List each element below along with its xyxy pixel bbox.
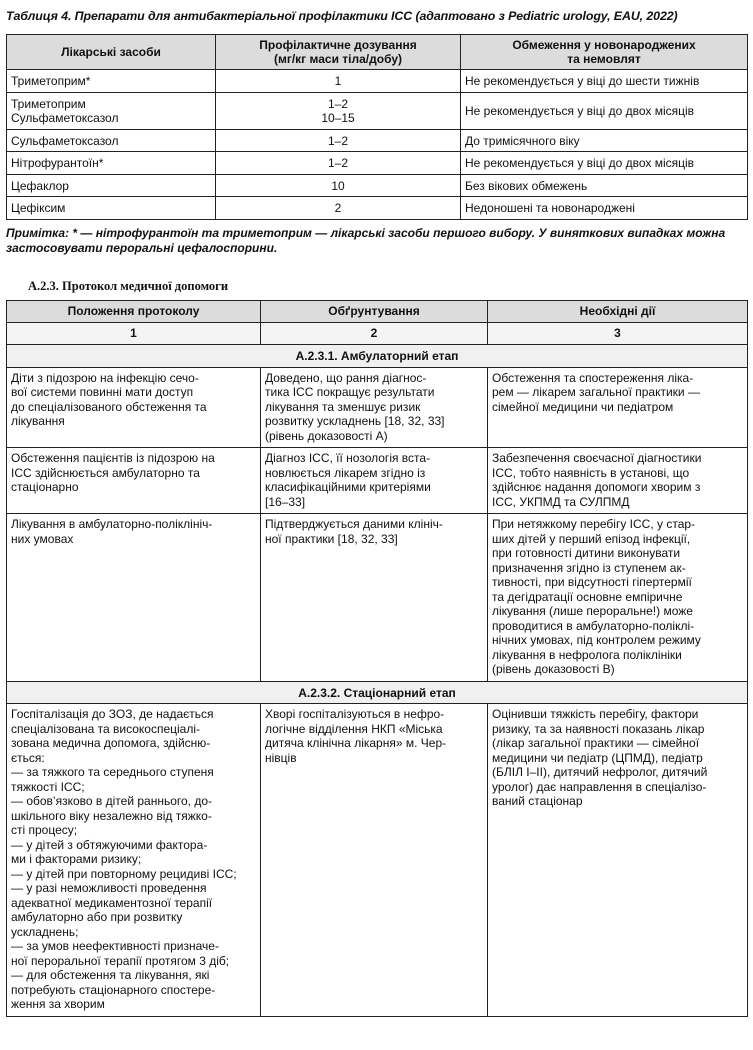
cell-line: тяжкості ІСС;	[11, 779, 85, 794]
cell-line: сімейної медицини чи педіатром	[492, 399, 674, 414]
cell-line: Триметоприм	[11, 96, 86, 111]
dose-cell	[216, 129, 461, 152]
cell-line: Не рекомендується у віці до двох місяців	[465, 103, 695, 118]
cell-line: (рівень доказовості А)	[265, 428, 388, 443]
cell-line: проводитися в амбулаторно-полiклi-	[492, 618, 695, 633]
protocol-header-actions: Необхідні дії	[488, 301, 748, 323]
cell-line: них умовах	[11, 531, 74, 546]
table-row	[7, 197, 748, 220]
cell-line: Лікування в амбулаторно-поліклініч-	[11, 517, 213, 531]
cell-line: медицини чи педіатр (ЦПМД), педіатр	[492, 750, 703, 765]
cell-line: вої системи повинні мати доступ	[11, 385, 194, 399]
drug-cell	[7, 152, 216, 175]
limit-cell	[461, 70, 748, 93]
cell-line: Лікарські засоби	[61, 45, 161, 59]
cell-line: стаціонарно	[11, 480, 79, 494]
stage-title-outpatient: А.2.3.1. Амбулаторний етап	[7, 345, 748, 368]
table-row	[7, 174, 748, 197]
cell-line: ІСС, тобто наявність в установі, що	[492, 465, 690, 480]
limit-cell	[461, 174, 748, 197]
dose-cell	[216, 197, 461, 220]
dose-cell	[216, 70, 461, 93]
drug-cell	[7, 92, 216, 129]
cell-line: Діагноз ІСС, її нозологія вста-	[265, 451, 431, 465]
cell-line: Не рекомендується у віці до шести тижнів	[465, 74, 700, 88]
cell-line: Триметоприм*	[11, 74, 91, 88]
cell-line: зована медична допомога, здійсню-	[11, 736, 211, 750]
cell-line: ється:	[11, 750, 45, 765]
cell-line: (мг/кг маси тіла/добу)	[273, 52, 403, 66]
cell-line: 10	[331, 178, 345, 193]
cell-line: уролог) дає направлення в спеціалізо-	[492, 779, 707, 794]
cell-line: логічне відділення НКП «Міська	[265, 721, 443, 736]
cell-line: Сульфаметоксазол	[11, 111, 119, 125]
protocol-header-row	[7, 301, 748, 323]
column-number: 3	[488, 323, 748, 345]
cell-line: призначення згідно із ступенем ак-	[492, 560, 686, 575]
cell-line: розвитку ускладнень [18, 32, 33]	[265, 414, 445, 428]
cell-line: Нітрофурантоїн*	[11, 156, 104, 170]
limit-cell	[461, 129, 748, 152]
table-row	[7, 152, 748, 175]
actions-cell	[488, 367, 748, 448]
cell-line: новлюється лікарем згідно із	[265, 465, 426, 480]
rationale-cell	[261, 704, 488, 1017]
limit-cell	[461, 152, 748, 175]
cell-line: нічних умовах, під контролем режиму	[492, 633, 701, 647]
dose-cell	[216, 152, 461, 175]
section-title: А.2.3. Протокол медичної допомоги	[28, 279, 229, 293]
cell-line: Цефаклор	[11, 178, 69, 193]
cell-line: Не рекомендується у віці до двох місяців	[465, 156, 695, 170]
actions-cell	[488, 514, 748, 682]
table4-header-dose	[216, 35, 461, 70]
cell-line: — обов’язково в дітей раннього, до-	[11, 794, 213, 808]
cell-line: Обстеження пацієнтів із підозрою на	[11, 451, 215, 465]
cell-line: лікування	[11, 414, 65, 428]
column-number: 1	[7, 323, 261, 345]
cell-line: спеціалізована та високоспеціалі-	[11, 721, 201, 736]
cell-line: ших дітей у перший епізод інфекції,	[492, 531, 691, 546]
cell-line: 1	[334, 74, 342, 88]
cell-line: ризику, та за наявності показань лікар	[492, 721, 705, 736]
cell-line: ІСС, УКПМД та СУЛПМД	[492, 494, 630, 509]
cell-line: дитяча клінічна лікарня» м. Чер-	[265, 736, 447, 750]
limit-cell	[461, 197, 748, 220]
actions-cell	[488, 704, 748, 1017]
cell-line: та дегідратації основне емпіричне	[492, 589, 683, 604]
cell-line: тивності, при відсутності гіпертермії	[492, 575, 692, 589]
drug-cell	[7, 129, 216, 152]
cell-line: ження за хворим	[11, 997, 105, 1011]
cell-line: лікування в нефролога поліклініки	[492, 647, 682, 662]
provision-cell	[7, 367, 261, 448]
cell-line: 1–2	[327, 133, 349, 148]
cell-line: ної практики [18, 32, 33]	[265, 531, 398, 546]
dose-cell	[216, 174, 461, 197]
cell-line: ми і факторами ризику;	[11, 852, 142, 866]
table4-caption: Таблиця 4. Препарати для антибактеріальної профілактики ІСС (адаптовано з Pediatric urology, EAU, 2022)	[6, 9, 678, 23]
provision-cell	[7, 704, 261, 1017]
cell-line: Підтверджується даними клініч-	[265, 517, 443, 531]
cell-line: До тримісячного віку	[465, 133, 580, 148]
cell-line: — за умов неефективності призначе-	[11, 939, 219, 953]
cell-line: тика ІСС покращує результати	[265, 385, 435, 399]
table4	[6, 34, 748, 220]
cell-line: лікування (лише пероральне!) може	[492, 604, 693, 618]
cell-line: Без вікових обмежень	[465, 178, 588, 193]
drug-cell	[7, 70, 216, 93]
provision-cell	[7, 514, 261, 682]
cell-line: Діти з підозрою на інфекцію сечо-	[11, 370, 199, 385]
cell-line: — у дітей з обтяжуючими фактора-	[11, 837, 208, 852]
cell-line: [16–33]	[265, 494, 306, 509]
protocol-header-rationale: Обґрунтування	[261, 301, 488, 323]
cell-line: Забезпечення своєчасної діагностики	[492, 451, 702, 465]
drug-cell	[7, 197, 216, 220]
table4-header-row	[7, 35, 748, 70]
cell-line: та немовлят	[567, 52, 641, 66]
cell-line: ІСС здійснюється амбулаторно та	[11, 465, 200, 480]
stage-row	[7, 345, 748, 368]
column-number: 2	[261, 323, 488, 345]
cell-line: до спеціалізованого обстеження та	[11, 399, 207, 414]
cell-line: Оцінивши тяжкість перебігу, фактори	[492, 707, 699, 721]
cell-line: Цефіксим	[11, 201, 66, 215]
stage-row	[7, 681, 748, 704]
cell-line: лікування та зменшує ризик	[265, 399, 421, 414]
table4-note: Примітка: * — нітрофурантоїн та триметоприм — лікарські засоби першого вибору. У виняткових випадках можна застосовувати пероральні цефалоспорини.	[6, 226, 726, 255]
table4-header-limit	[461, 35, 748, 70]
cell-line: ускладнень;	[11, 924, 79, 939]
cell-line: Госпіталізація до ЗОЗ, де надається	[11, 707, 214, 721]
cell-line: — у дітей при повторному рецидиві ІСС;	[11, 866, 237, 881]
stage-title-inpatient: А.2.3.2. Стаціонарний етап	[7, 681, 748, 704]
cell-line: Недоношені та новонароджені	[465, 201, 635, 215]
cell-line: При нетяжкому перебігу ІСС, у стар-	[492, 517, 696, 531]
table-row	[7, 129, 748, 152]
cell-line: 1–2	[327, 96, 349, 111]
cell-line: сті процесу;	[11, 823, 78, 837]
cell-line: 1–2	[327, 156, 349, 170]
cell-line: 2	[334, 201, 342, 215]
dose-cell	[216, 92, 461, 129]
cell-line: Обмеження у новонароджених	[512, 38, 696, 52]
cell-line: Профілактичне дозування	[259, 38, 417, 52]
cell-line: — для обстеження та лікування, які	[11, 968, 210, 982]
table-row	[7, 70, 748, 93]
protocol-table	[6, 300, 748, 1017]
rationale-cell	[261, 448, 488, 514]
cell-line: шкільного віку незалежно від тяжко-	[11, 808, 212, 823]
cell-line: Доведено, що рання діагнос-	[265, 370, 427, 385]
cell-line: здійснює надання допомоги хворим з	[492, 480, 701, 494]
cell-line: класифікаційними критеріями	[265, 480, 431, 494]
table-row	[7, 92, 748, 129]
rationale-cell	[261, 514, 488, 682]
provision-cell	[7, 448, 261, 514]
cell-line: адекватної медикаментозної терапії	[11, 895, 213, 910]
drug-cell	[7, 174, 216, 197]
cell-line: — у разі неможливості проведення	[11, 881, 207, 895]
table-row	[7, 367, 748, 448]
limit-cell	[461, 92, 748, 129]
cell-line: (лікар загальної практики — сімейної	[492, 736, 700, 750]
table4-header-drug	[7, 35, 216, 70]
table-row	[7, 704, 748, 1017]
cell-line: (БЛІЛ І–ІІ), дитячий нефролог, дитячий	[492, 765, 708, 779]
protocol-number-row	[7, 323, 748, 345]
cell-line: Обстеження та спостереження ліка-	[492, 370, 694, 385]
cell-line: при готовності дитини виконувати	[492, 546, 681, 560]
cell-line: ної пероральної терапії протягом 3 діб;	[11, 953, 230, 968]
cell-line: 10–15	[321, 111, 355, 125]
cell-line: Сульфаметоксазол	[11, 133, 119, 148]
cell-line: рем — лікарем загальної практики —	[492, 385, 700, 399]
cell-line: потребують стаціонарного спостере-	[11, 982, 216, 997]
table-row	[7, 448, 748, 514]
cell-line: (рівень доказовості В)	[492, 662, 615, 676]
rationale-cell	[261, 367, 488, 448]
table-row	[7, 514, 748, 682]
actions-cell	[488, 448, 748, 514]
cell-line: Хворі госпіталізуються в нефро-	[265, 707, 445, 721]
cell-line: нівців	[265, 750, 297, 765]
cell-line: ваний стаціонар	[492, 794, 583, 808]
cell-line: — за тяжкого та середнього ступеня	[11, 765, 214, 779]
cell-line: амбулаторно або при розвитку	[11, 910, 183, 924]
protocol-header-provision: Положення протоколу	[7, 301, 261, 323]
